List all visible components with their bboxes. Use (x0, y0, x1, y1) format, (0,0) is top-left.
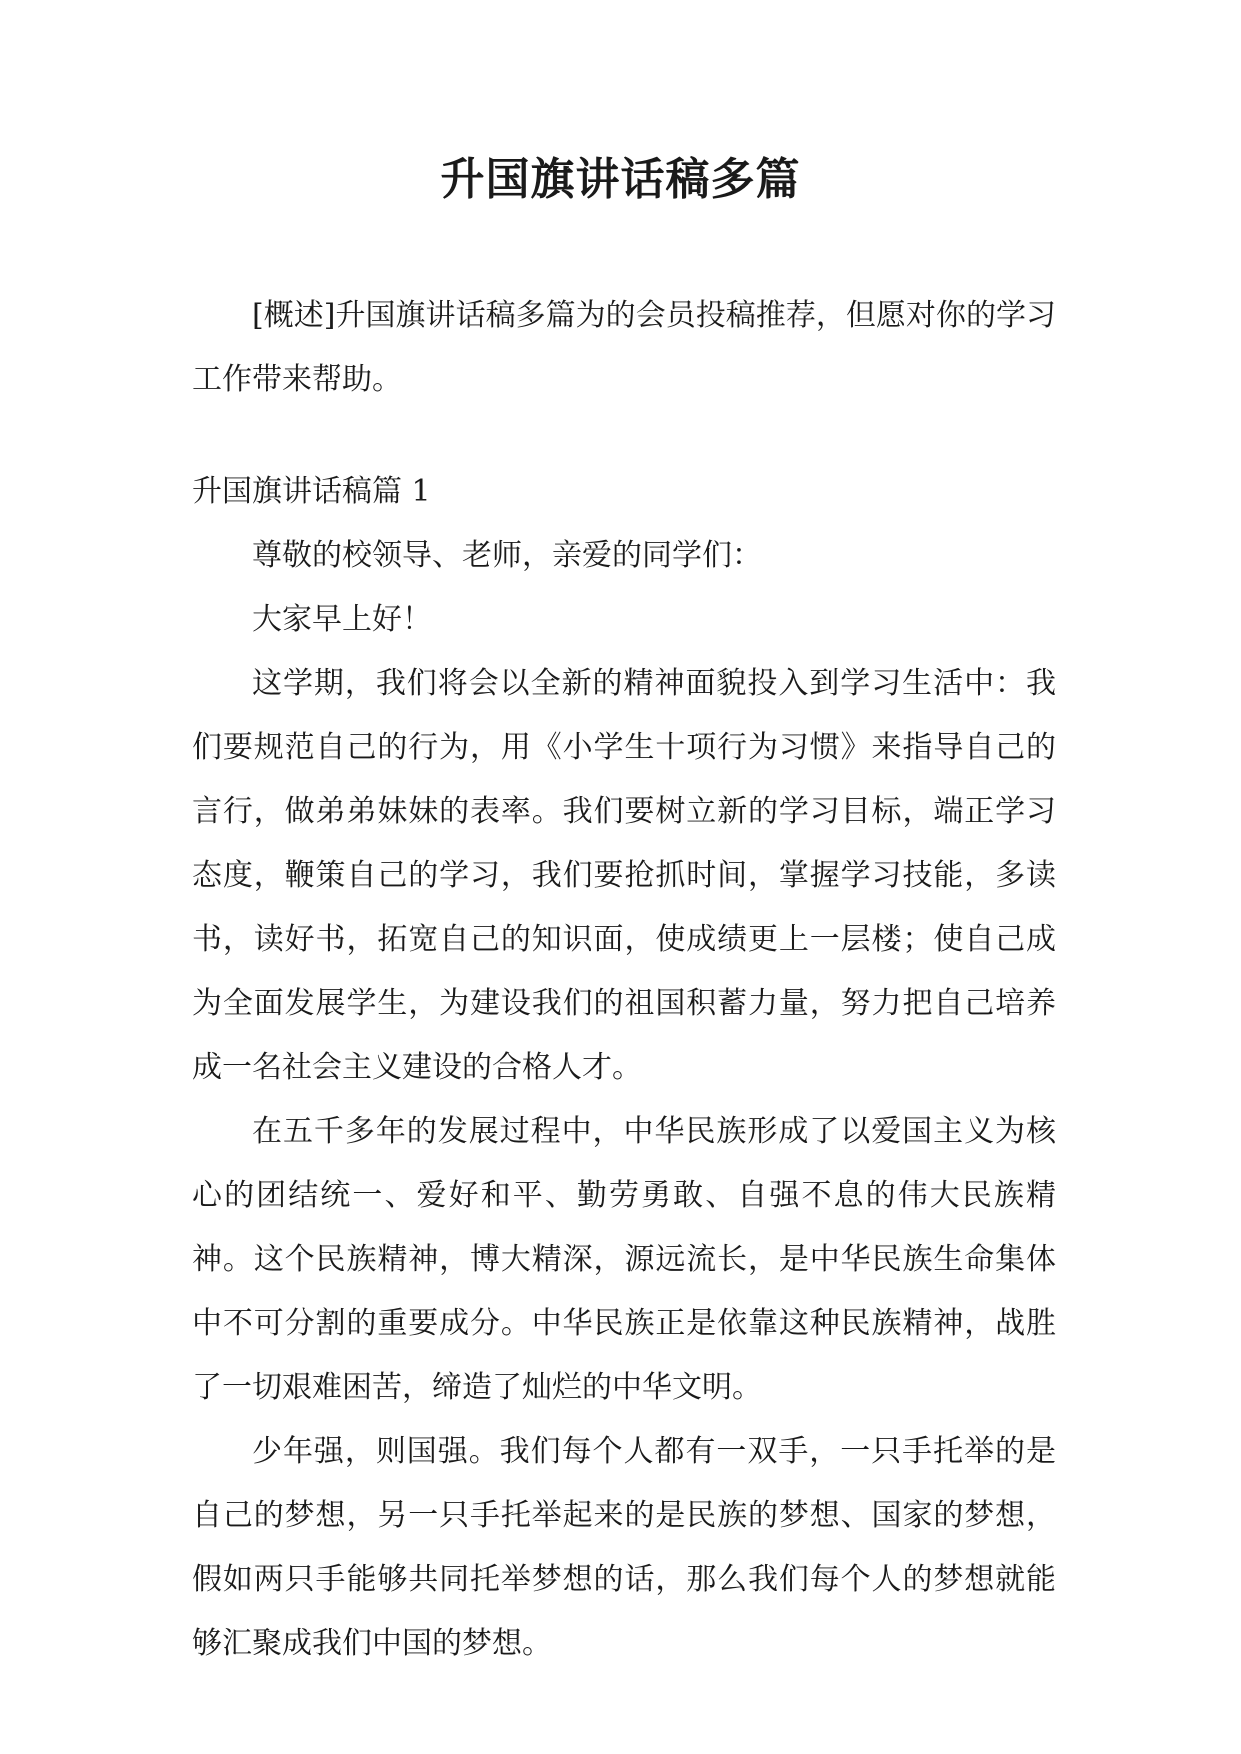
salutation-paragraph: 尊敬的校领导、老师，亲爱的同学们： (252, 538, 762, 573)
section-heading: 升国旗讲话稿篇 1 (192, 474, 431, 509)
body-paragraph: 在五千多年的发展过程中，中华民族形成了以爱国主义为核心的团结统一、爱好和平、勤劳勇敢、自强不息的伟大民族精神。这个民族精神，博大精深，源远流长，是中华民族生命集体中不可分割的重要成分。中华民族正是依靠这种民族精神，战胜了一切艰难困苦，缔造了灿烂的中华文明。 (192, 1114, 1056, 1405)
speech-body (192, 524, 1056, 1676)
greeting-paragraph: 大家早上好！ (252, 602, 432, 637)
body-paragraph: 这学期，我们将会以全新的精神面貌投入到学习生活中：我们要规范自己的行为，用《小学生十项行为习惯》来指导自己的言行，做弟弟妹妹的表率。我们要树立新的学习目标，端正学习态度，鞭策自己的学习，我们要抢抓时间，掌握学习技能，多读书，读好书，拓宽自己的知识面，使成绩更上一层楼；使自己成为全面发展学生，为建设我们的祖国积蓄力量，努力把自己培养成一名社会主义建设的合格人才。 (192, 666, 1056, 1085)
document-title: 升国旗讲话稿多篇 (440, 154, 801, 205)
body-paragraph: 少年强，则国强。我们每个人都有一双手，一只手托举的是自己的梦想，另一只手托举起来的是民族的梦想、国家的梦想，假如两只手能够共同托举梦想的话，那么我们每个人的梦想就能够汇聚成我们中国的梦想。 (192, 1434, 1056, 1661)
overview-paragraph: [概述]升国旗讲话稿多篇为的会员投稿推荐，但愿对你的学习工作带来帮助。 (192, 298, 1056, 397)
overview-section (192, 284, 1056, 412)
